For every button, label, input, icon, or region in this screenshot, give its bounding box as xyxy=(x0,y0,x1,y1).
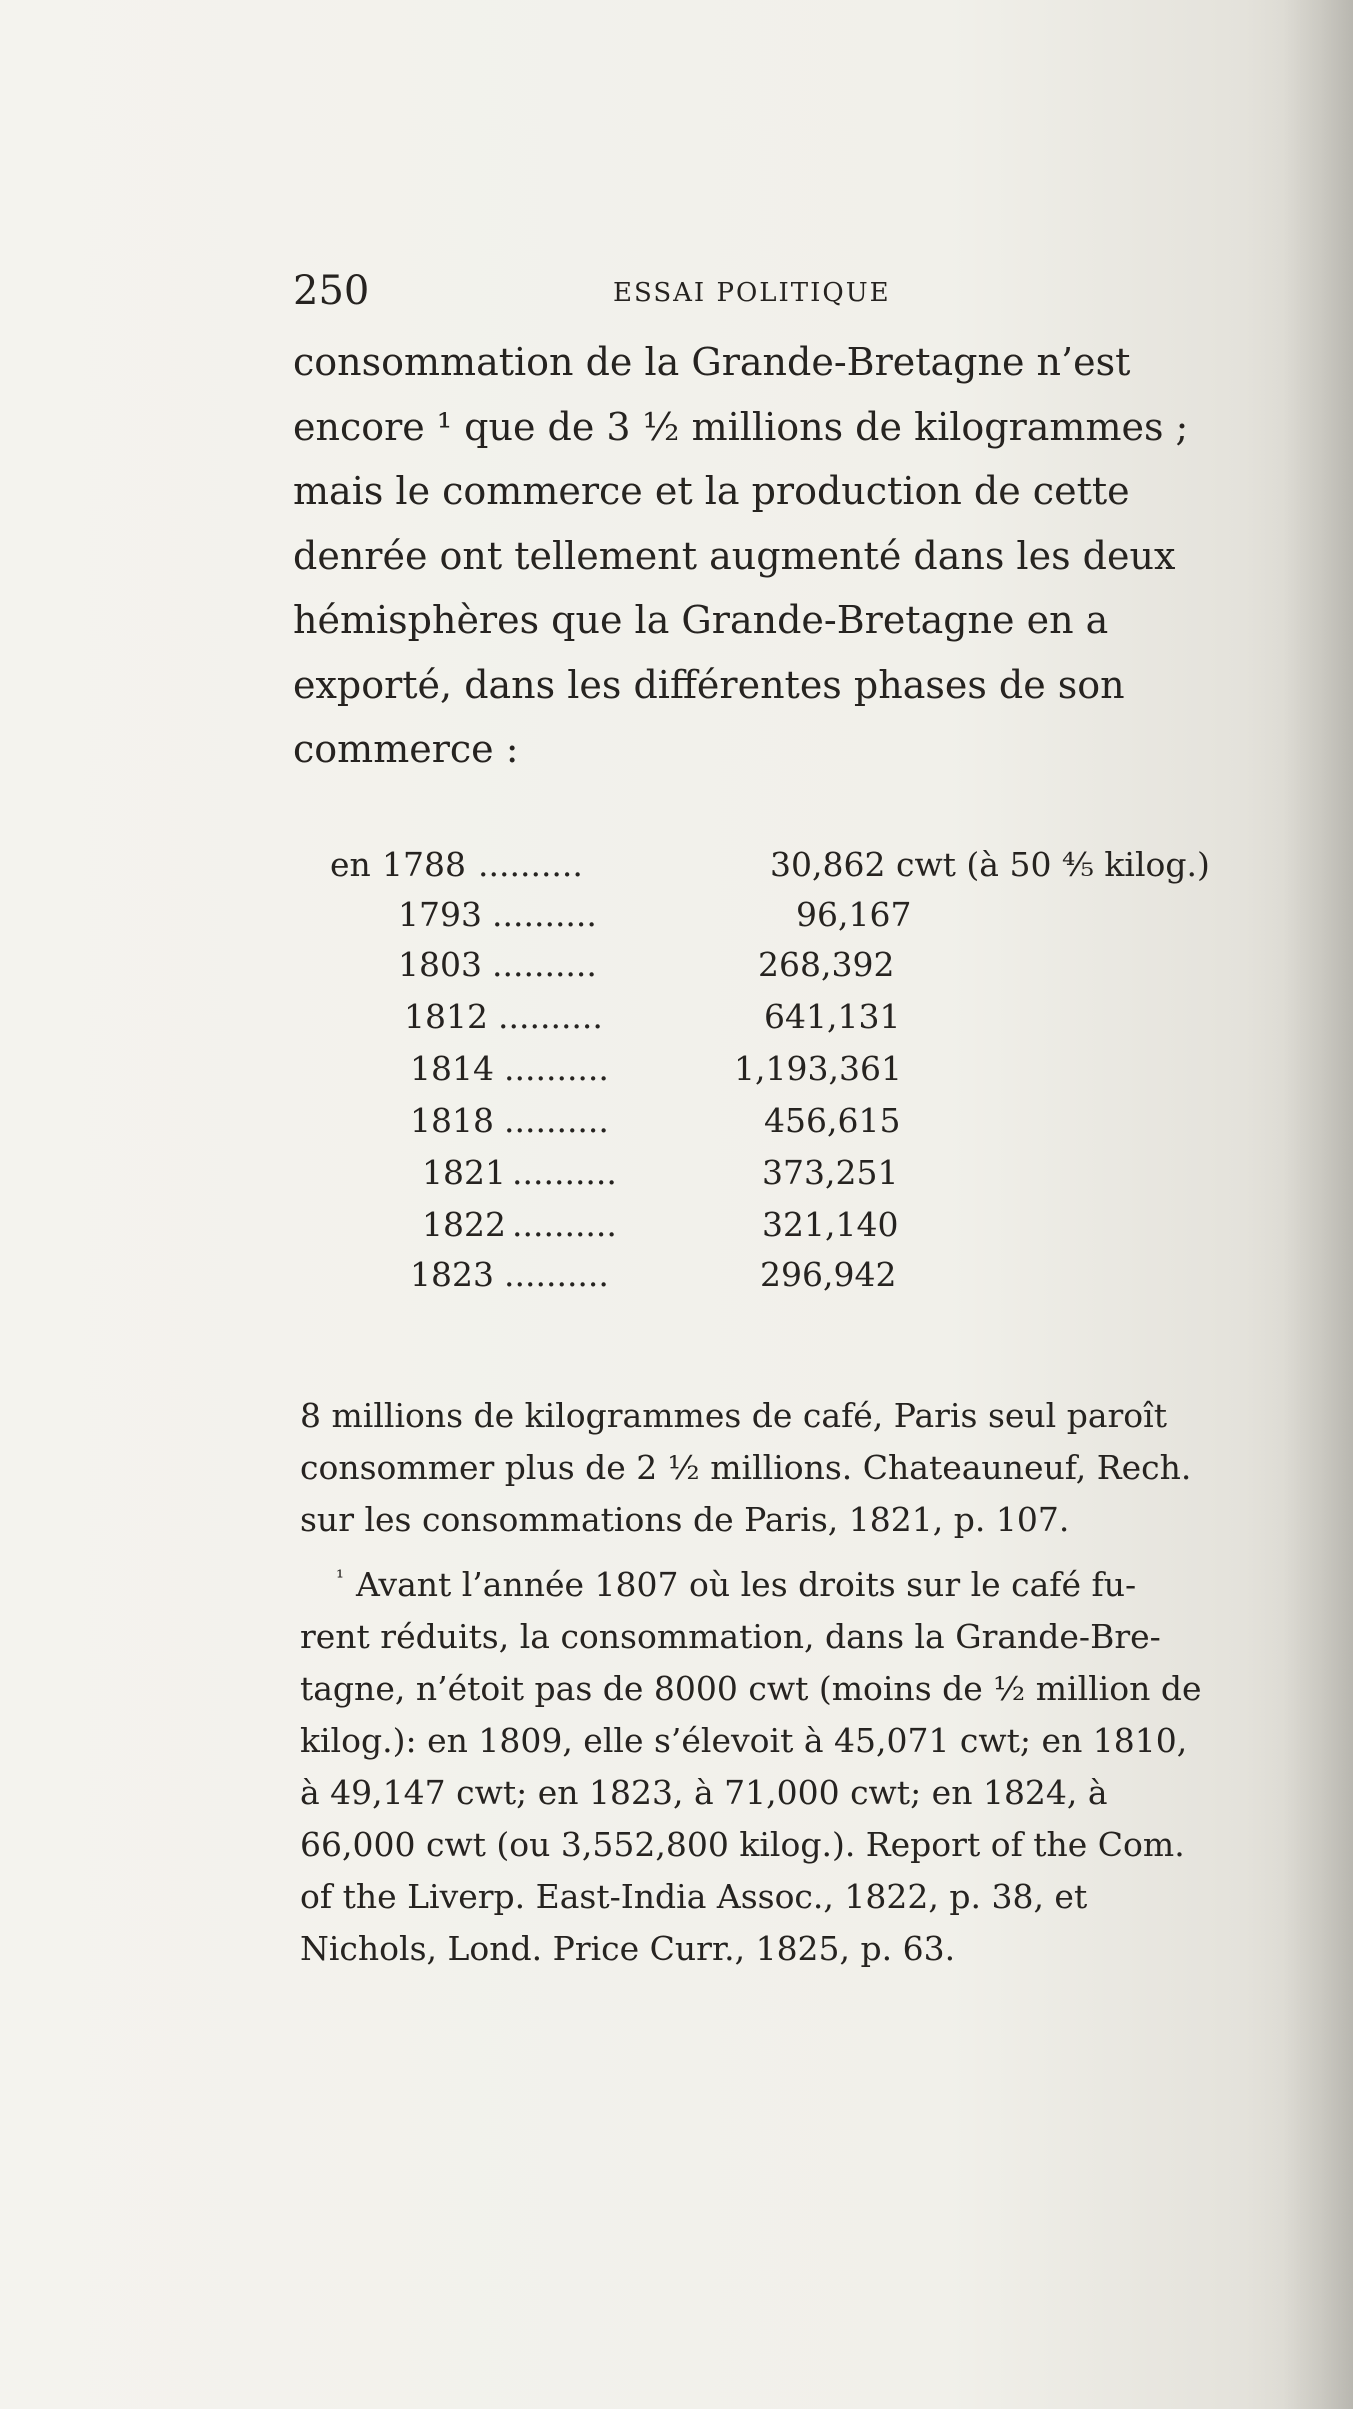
page-gutter-shadow xyxy=(1283,0,1353,2409)
note-line-text: 8 millions de kilogrammes de café, Paris seul paroît xyxy=(300,1396,1167,1435)
footnote-line-text: of the Liverp. East-India Assoc., 1822, p. 38, et xyxy=(300,1877,1088,1916)
row-value: 373,251 xyxy=(762,1153,899,1192)
note-line xyxy=(300,1442,1246,1494)
footnote-line xyxy=(300,1715,1246,1767)
footnote-line-text: rent réduits, la consommation, dans la Grande-Bre- xyxy=(300,1617,1161,1656)
row-dots: .......... xyxy=(512,1153,617,1192)
body-line-text: consommation de la Grande-Bretagne n’est xyxy=(293,340,1131,384)
row-year: 1812 xyxy=(404,997,488,1036)
footnote-line xyxy=(300,1663,1246,1715)
row-year: 1793 xyxy=(398,895,482,934)
body-line xyxy=(293,717,1228,782)
row-value: 296,942 xyxy=(760,1255,897,1294)
note-line xyxy=(300,1390,1246,1442)
footnote-marker: ¹ xyxy=(336,1566,344,1589)
footnote xyxy=(300,1559,1246,1975)
footnote-line xyxy=(300,1611,1246,1663)
footnote-line-text: Nichols, Lond. Price Curr., 1825, p. 63. xyxy=(300,1929,956,1968)
row-value: 321,140 xyxy=(762,1205,899,1244)
footnote-line xyxy=(300,1871,1246,1923)
row-dots: .......... xyxy=(504,1101,609,1140)
footnote-line-text: 66,000 cwt (ou 3,552,800 kilog.). Report of the Com. xyxy=(300,1825,1185,1864)
notes-block xyxy=(300,1390,1246,1975)
note-continuation xyxy=(300,1390,1246,1546)
row-value: 96,167 xyxy=(796,895,912,934)
row-dots: .......... xyxy=(504,1049,609,1088)
row-dots: .......... xyxy=(498,997,603,1036)
footnote-line xyxy=(300,1559,1246,1611)
row-year: 1822 xyxy=(422,1205,506,1244)
footnote-line xyxy=(300,1819,1246,1871)
note-line xyxy=(300,1494,1246,1546)
page-number: 250 xyxy=(293,268,370,314)
body-line-text: encore ¹ que de 3 ½ millions de kilogrammes ; xyxy=(293,404,1189,449)
row-year: 1823 xyxy=(410,1255,494,1294)
row-value: 1,193,361 xyxy=(734,1049,902,1088)
row-dots: .......... xyxy=(478,845,583,884)
body-line-text: commerce : xyxy=(293,727,519,771)
footnote-text xyxy=(336,1559,1136,1611)
body-line xyxy=(293,395,1228,460)
body-line xyxy=(293,588,1228,653)
body-line xyxy=(293,653,1228,718)
page-header xyxy=(293,268,1228,314)
note-line-text: sur les consommations de Paris, 1821, p. 107. xyxy=(300,1500,1070,1539)
running-head: ESSAI POLITIQUE xyxy=(613,278,891,308)
row-year: 1818 xyxy=(410,1101,494,1140)
body-line-text: denrée ont tellement augmenté dans les deux xyxy=(293,533,1176,578)
footnote-line xyxy=(300,1923,1246,1975)
footnote-line-text: tagne, n’étoit pas de 8000 cwt (moins de ½ million de xyxy=(300,1669,1202,1708)
row-dots: .......... xyxy=(504,1255,609,1294)
note-line-text: consommer plus de 2 ½ millions. Chateauneuf, Rech. xyxy=(300,1448,1192,1487)
body-line xyxy=(293,330,1228,395)
row-year: 1788 xyxy=(382,845,466,884)
footnote-line-text: Avant l’année 1807 où les droits sur le café fu- xyxy=(355,1565,1137,1604)
row-year: 1803 xyxy=(398,945,482,984)
body-paragraph xyxy=(293,330,1228,782)
body-line xyxy=(293,459,1228,524)
row-dots: .......... xyxy=(512,1205,617,1244)
footnote-line xyxy=(300,1767,1246,1819)
row-year: 1821 xyxy=(422,1153,506,1192)
row-dots: .......... xyxy=(492,895,597,934)
row-value: 641,131 xyxy=(764,997,901,1036)
row-dots: .......... xyxy=(492,945,597,984)
row-value: 30,862 cwt (à 50 ⅘ kilog.) xyxy=(770,845,1210,884)
body-line-text: hémisphères que la Grande-Bretagne en a xyxy=(293,598,1109,642)
footnote-line-text: à 49,147 cwt; en 1823, à 71,000 cwt; en 1824, à xyxy=(300,1773,1108,1812)
row-prefix: en xyxy=(330,845,371,884)
body-line xyxy=(293,524,1228,589)
footnote-line-text: kilog.): en 1809, elle s’élevoit à 45,071 cwt; en 1810, xyxy=(300,1721,1188,1760)
body-line-text: exporté, dans les différentes phases de son xyxy=(293,662,1125,707)
row-year: 1814 xyxy=(410,1049,494,1088)
row-value: 268,392 xyxy=(758,945,895,984)
body-line-text: mais le commerce et la production de cette xyxy=(293,469,1130,513)
row-value: 456,615 xyxy=(764,1101,901,1140)
